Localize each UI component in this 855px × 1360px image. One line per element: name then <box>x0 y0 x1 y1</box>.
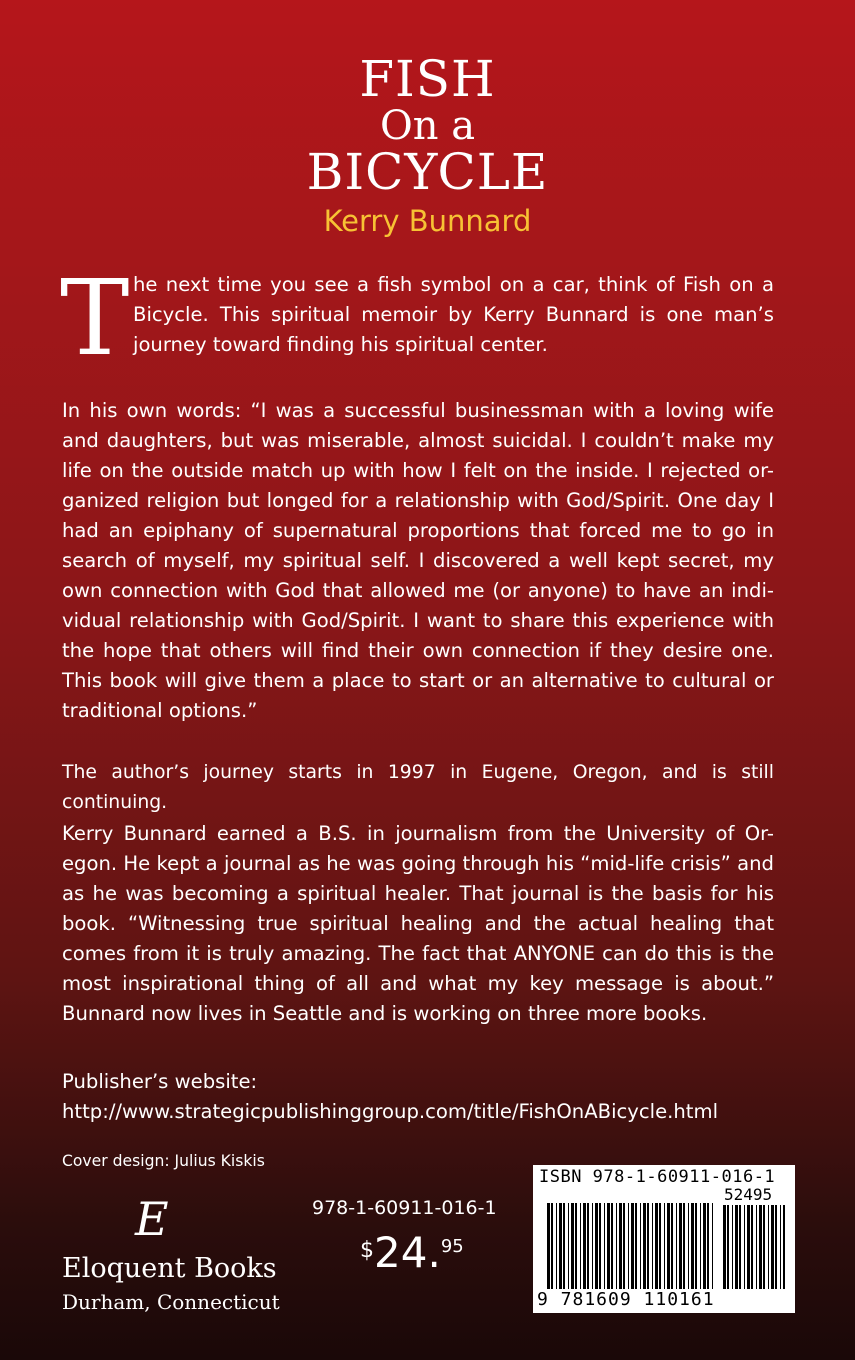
blurb-paragraph-2: In his own words: “I was a successful businessman with a loving wife and daughters, but was miserable, almost suicidal. I couldn’t make my life on the outside match up with how I felt on the inside. I rejected or-ganized religion but longed for a relationship with God/Spirit. One day I had an epiphany of supernatural proportions that forced me to go in search of myself, my spiritual self. I discovered a well kept secret, my own connection with God that allowed me (or anyone) to have an indi-vidual relationship with God/Spirit. I want to share this experience with the hope that others will find their own connection if they desire one. This book will give them a place to start or an alternative to cultural or traditional options.” <box>62 399 774 722</box>
website-label: Publisher’s website: <box>62 1070 258 1093</box>
title-line-3: BICYCLE <box>306 143 549 201</box>
author-name: Kerry Bunnard <box>323 204 532 238</box>
price-bars-icon <box>723 1205 785 1289</box>
website-url[interactable]: http://www.strategicpublishinggroup.com/title/FishOnABicycle.html <box>62 1100 719 1123</box>
price: $24.95 <box>360 1228 464 1277</box>
blurb-paragraph-3: The author’s journey starts in 1997 in Eugene, Oregon, and is still continuing. <box>62 762 774 813</box>
ean-bars-icon <box>547 1203 715 1289</box>
publisher-city: Durham, Connecticut <box>62 1290 280 1314</box>
blurb-paragraph-1: he next time you see a fish symbol on a car, think of Fish on a Bicycle. This spiritual memoir by Kerry Bunnard is one man’s journey toward finding his spiritual center. <box>133 273 774 356</box>
barcode-number: 9 781609 110161 <box>537 1289 715 1310</box>
publisher-logo-icon: E <box>135 1192 169 1246</box>
publisher-website <box>62 1067 774 1127</box>
price-cents: 95 <box>440 1236 464 1257</box>
barcode-isbn-label: ISBN 978-1-60911-016-1 <box>539 1167 776 1187</box>
barcode-price-code: 52495 <box>724 1185 773 1204</box>
price-currency: $ <box>360 1238 374 1263</box>
isbn-text: 978-1-60911-016-1 <box>312 1197 497 1219</box>
cover-design-credit: Cover design: Julius Kiskis <box>62 1152 265 1170</box>
title-line-2: On a <box>379 103 476 149</box>
title-line-1: FISH <box>359 50 496 108</box>
publisher-name: Eloquent Books <box>62 1253 277 1284</box>
barcode <box>533 1165 795 1313</box>
blurb-paragraph-4: Kerry Bunnard earned a B.S. in journalism from the University of Or-egon. He kept a journal as he was going through his “mid-life crisis” and as he was becoming a spiritual healer. That journal is the basis for his book. “Witnessing true spiritual healing and the actual healing that comes from it is truly amazing. The fact that ANYONE can do this is the most inspirational thing of all and what my key message is about.” Bunnard now lives in Seattle and is working on three more books. <box>62 822 774 1025</box>
drop-cap: T <box>60 257 130 379</box>
price-dollars: 24 <box>374 1228 428 1277</box>
